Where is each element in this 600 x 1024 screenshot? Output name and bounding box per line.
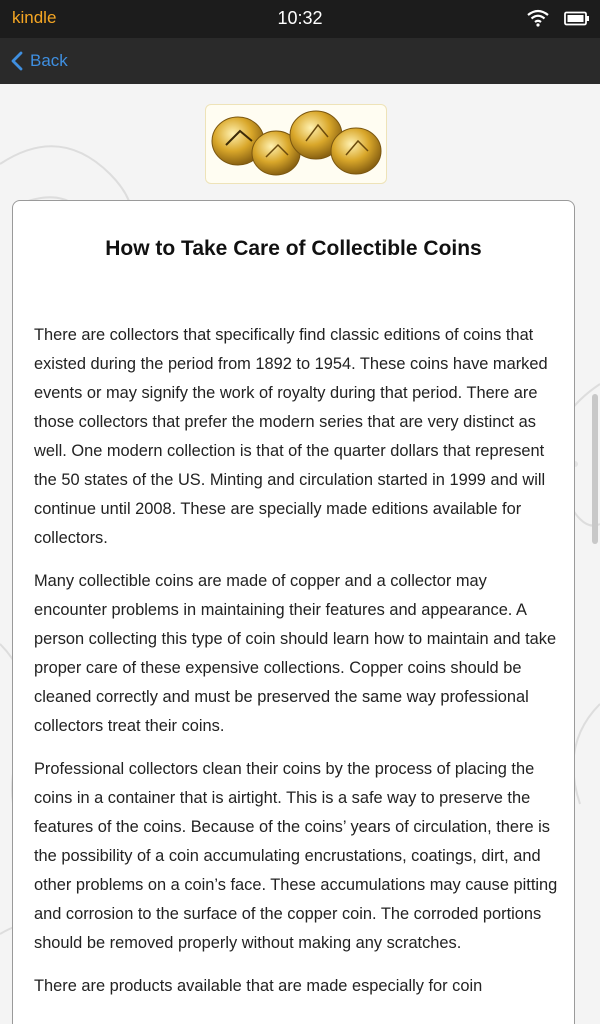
navigation-bar xyxy=(0,38,600,84)
article-card xyxy=(12,200,575,1024)
article-paragraph: Many collectible coins are made of copper and a collector may encounter problems in maintaining their features and appearance. A person collecting this type of coin should learn how to maintain and take proper care of these expensive collections. Copper coins should be cleaned correctly and must be preserved the same way professional collectors treat their coins. xyxy=(34,572,557,735)
back-button-label: Back xyxy=(30,51,68,70)
article-body xyxy=(34,321,560,1015)
article-paragraph: Professional collectors clean their coins by the process of placing the coins in a container that is airtight. This is a safe way to preserve the features of the coins. Because of the coins’ years of circulation, there is the possibility of a coin accumulating encrustations, coatings, dirt, and other problems on a coin’s face. These accumulations may cause pitting and corrosion to the surface of the copper coin. The corroded portions should be removed properly without making any scratches. xyxy=(34,760,558,952)
chevron-left-icon xyxy=(10,51,24,71)
back-button[interactable] xyxy=(10,47,68,75)
collectible-coins-image xyxy=(205,104,387,184)
kindle-brand-label: kindle xyxy=(12,8,57,27)
scrollbar[interactable] xyxy=(592,84,598,1024)
scrollbar-thumb[interactable] xyxy=(592,394,598,544)
article-paragraph: There are collectors that specifically find classic editions of coins that existed during the period from 1892 to 1954. These coins have marked events or may signify the work of royalty during that period. There are those collectors that prefer the modern series that are very distinct as well. One modern collection is that of the quarter dollars that represent the 50 states of the US. Minting and circulation started in 1999 and will continue until 2008. These are specially made editions available for collectors. xyxy=(34,326,548,547)
battery-icon xyxy=(564,11,590,26)
wifi-icon xyxy=(527,9,549,27)
article-paragraph: There are products available that are made especially for coin xyxy=(34,977,483,995)
article-title: How to Take Care of Collectible Coins xyxy=(105,237,482,260)
coin-image-group xyxy=(212,111,381,175)
status-bar xyxy=(0,0,600,38)
clock-time: 10:32 xyxy=(277,8,323,28)
content-area[interactable] xyxy=(0,84,600,1024)
